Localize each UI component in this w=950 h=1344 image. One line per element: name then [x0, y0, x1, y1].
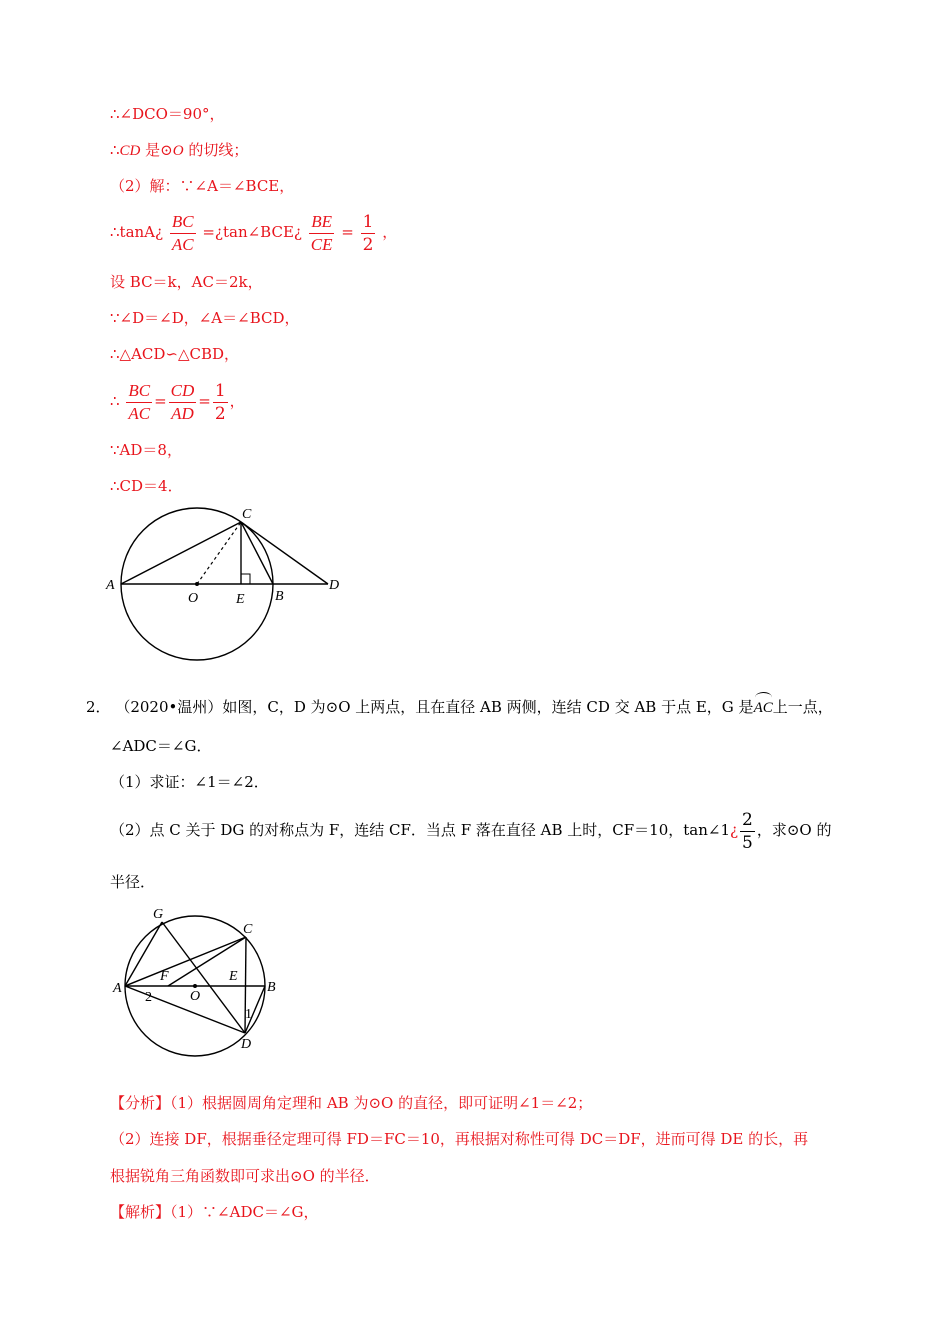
label-a-2: A: [113, 981, 122, 996]
line-cb: [241, 522, 273, 584]
label-angle-1: 1: [245, 1007, 252, 1022]
label-e: E: [236, 592, 245, 607]
solution-tag: 【解析】: [110, 1203, 171, 1221]
solution1-line5: 设 BC＝k，AC＝2k，: [110, 273, 263, 291]
right-angle-mark: [241, 574, 250, 584]
label-b: B: [275, 589, 284, 604]
label-g: G: [153, 907, 164, 922]
label-f: F: [160, 969, 169, 984]
solution1-line3: （2）解：∵∠A＝∠BCE，: [110, 177, 295, 195]
problem2-part2-cont: 半径．: [110, 873, 156, 891]
problem2-line1: 2． （2020•温州）如图，C，D 为⊙O 上两点，且在直径 AB 两侧，连结 CD 交 AB 于点 E，G 是AC上一点，: [86, 698, 833, 716]
solution2-line1: 【解析】（1）∵∠ADC＝∠G，: [110, 1203, 319, 1221]
solution1-line7: ∴△ACD∽△CBD，: [110, 345, 240, 363]
fraction-cd-ad: $\frac{CD}{AD}$: [170, 380, 195, 423]
line-ag: [125, 922, 162, 986]
label-angle-2: 2: [145, 990, 152, 1005]
analysis-tag: 【分析】: [110, 1094, 171, 1112]
solution1-line2: ∴CD 是⊙O 的切线；: [110, 141, 249, 159]
figure2-circle-chords: [105, 900, 295, 1060]
line-ac: [121, 522, 241, 584]
label-o: O: [188, 591, 199, 606]
point-o: [195, 582, 199, 586]
problem2-part2: （2）点 C 关于 DG 的对称点为 F，连结 CF．当点 F 落在直径 AB 上时，CF＝10，tan∠1¿ $\frac{2}{5}$ ，求⊙O 的: [110, 809, 832, 853]
label-d-2: D: [241, 1037, 252, 1052]
solution1-line6: ∵∠D＝∠D，∠A＝∠BCD，: [110, 309, 300, 327]
line-ac-2: [125, 937, 246, 986]
point-o-2: [193, 984, 197, 988]
label-c: C: [242, 507, 252, 522]
arc-ac: AC: [753, 700, 773, 716]
problem2-line2: ∠ADC＝∠G．: [110, 737, 212, 755]
fraction-bc-ac: $\frac{BC}{AC}$: [171, 211, 194, 254]
label-c-2: C: [243, 922, 253, 937]
fraction-bc-ac-2: $\frac{BC}{AC}$: [128, 380, 151, 423]
figure1-circle-tangent: [100, 500, 360, 670]
solution1-line9: ∵AD＝8，: [110, 441, 182, 459]
label-b-2: B: [267, 980, 276, 995]
fraction-one-half: $\frac{1}{2}$: [362, 211, 374, 255]
label-d: D: [329, 578, 340, 593]
fraction-two-fifths: $\frac{2}{5}$: [742, 809, 753, 853]
analysis-line1: 【分析】（1）根据圆周角定理和 AB 为⊙O 的直径，即可证明∠1＝∠2；: [110, 1094, 593, 1112]
line-cd: [241, 522, 328, 584]
problem2-part1: （1）求证：∠1＝∠2．: [110, 773, 269, 791]
line-oc-dashed: [197, 522, 241, 584]
analysis-line2: （2）连接 DF，根据垂径定理可得 FD＝FC＝10，再根据对称性可得 DC＝DF，进而可得 DE 的长，再: [110, 1130, 809, 1148]
solution1-line4: ∴tanA¿ $\frac{BC}{AC}$ =¿tan∠BCE¿ $\frac{BE}{CE}$ = $\frac{1}{2}$ ，: [110, 211, 398, 255]
solution1-line10: ∴CD＝4．: [110, 477, 183, 495]
solution1-line8: ∴ $\frac{BC}{AC}$ = $\frac{CD}{AD}$ = $\frac{1}{2}$ ，: [110, 380, 245, 424]
solution1-line1: ∴∠DCO＝90°，: [110, 105, 225, 123]
label-o-2: O: [190, 989, 201, 1004]
label-a: A: [106, 578, 115, 593]
fraction-one-half-2: $\frac{1}{2}$: [214, 380, 226, 424]
analysis-line3: 根据锐角三角函数即可求出⊙O 的半径．: [110, 1167, 380, 1185]
fraction-be-ce: $\frac{BE}{CE}$: [310, 211, 333, 254]
label-e-2: E: [229, 969, 238, 984]
